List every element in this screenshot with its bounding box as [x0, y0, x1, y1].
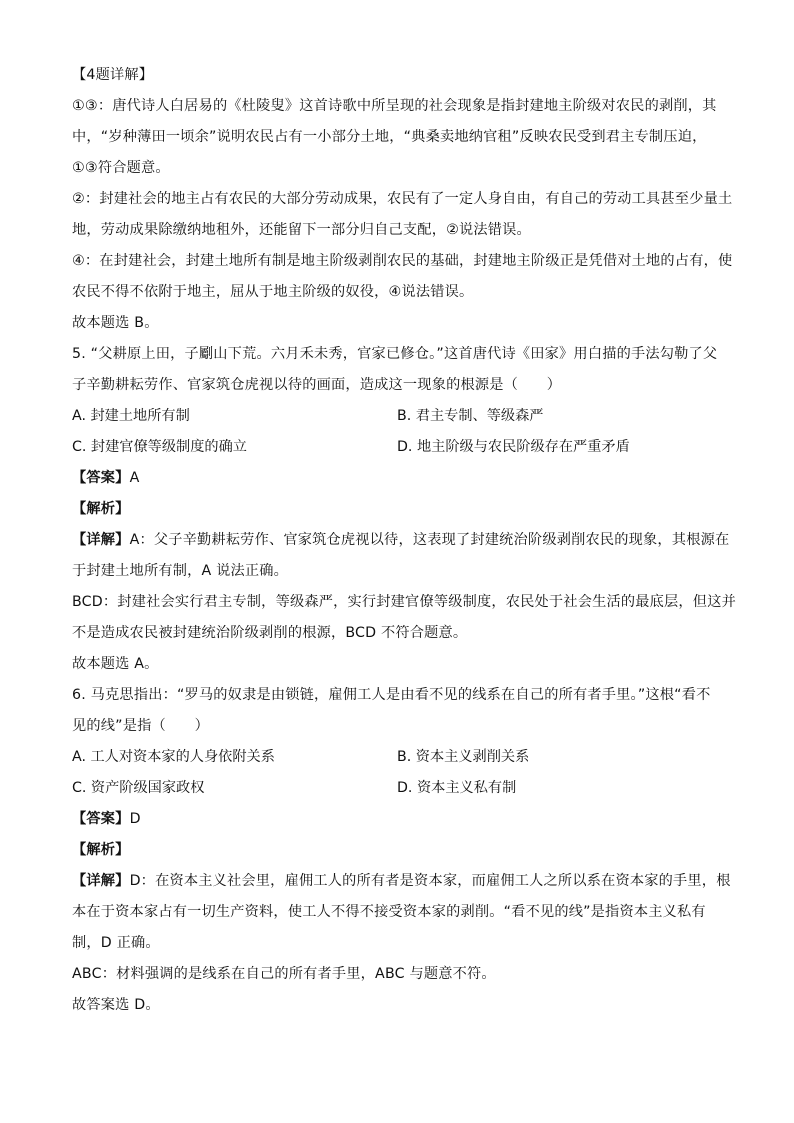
q5-options-row — [72, 432, 722, 463]
q6-option-a: A. 工人对资本家的人身依附关系 — [72, 749, 275, 765]
q5-detail-line: BCD：封建社会实行君主专制，等级森严，实行封建官僚等级制度，农民处于社会生活的最底层，但这并 — [72, 594, 736, 610]
q4-conclusion: 故本题选 B。 — [72, 315, 159, 331]
q6-detail-line: 本在于资本家占有一切生产资料，使工人不得不接受资本家的剥削。“看不见的线”是指资本主义私有 — [72, 904, 706, 920]
answer-label: 【答案】 — [72, 811, 130, 827]
q6-analysis-label: 【解析】 — [72, 842, 130, 858]
q6-option-b: B. 资本主义剥削关系 — [397, 749, 530, 765]
q6-conclusion: 故答案选 D。 — [72, 997, 160, 1013]
q6-option-d: D. 资本主义私有制 — [397, 780, 517, 796]
q4-detail-line: 地，劳动成果除缴纳地租外，还能留下一部分归自己支配，②说法错误。 — [72, 222, 531, 238]
q5-detail-line: 不是造成农民被封建统治阶级剥削的根源，BCD 不符合题意。 — [72, 625, 468, 641]
q4-detail-line: 中，“岁种薄田一顷余”说明农民占有一小部分土地，“典桑卖地纳官租”反映农民受到君主专制压迫， — [72, 129, 707, 145]
answer-value: D — [129, 811, 141, 827]
q5-options-row — [72, 401, 722, 432]
q5-stem: 子辛勤耕耘劳作、官家筑仓虎视以待的画面，造成这一现象的根源是（ ） — [72, 377, 562, 393]
q5-analysis-label: 【解析】 — [72, 501, 130, 517]
q5-option-c: C. 封建官僚等级制度的确立 — [72, 439, 247, 455]
q6-detail-line — [72, 866, 731, 897]
q5-detail-line — [72, 525, 730, 556]
q5-conclusion: 故本题选 A。 — [72, 656, 159, 672]
q6-options-row — [72, 742, 722, 773]
detail-text: A：父子辛勤耕耘劳作、官家筑仓虎视以待，这表现了封建统治阶级剥削农民的现象，其根源在 — [129, 532, 730, 548]
q5-stem: 5. “父耕原上田，子劚山下荒。六月禾未秀，官家已修仓。”这首唐代诗《田家》用白描的手法勾勒了父 — [72, 346, 718, 362]
q5-detail-line: 于封建土地所有制，A 说法正确。 — [72, 563, 289, 579]
q6-stem: 6. 马克思指出：“罗马的奴隶是由锁链，雇佣工人是由看不见的线系在自己的所有者手里。”这根“看不 — [72, 687, 711, 703]
q6-option-c: C. 资产阶级国家政权 — [72, 780, 205, 796]
detail-label: 【详解】 — [72, 873, 130, 889]
q6-detail-line: ABC：材料强调的是线系在自己的所有者手里，ABC 与题意不符。 — [72, 966, 496, 982]
q5-answer — [72, 463, 722, 494]
q5-option-d: D. 地主阶级与农民阶级存在严重矛盾 — [397, 439, 630, 455]
q4-detail-line: ④：在封建社会，封建土地所有制是地主阶级剥削农民的基础，封建地主阶级正是凭借对土地的占有，使 — [72, 253, 733, 269]
detail-text: D：在资本主义社会里，雇佣工人的所有者是资本家，而雇佣工人之所以系在资本家的手里，根 — [129, 873, 731, 889]
q6-options-row — [72, 773, 722, 804]
q4-detail-line: ①③符合题意。 — [72, 160, 170, 176]
q6-answer — [72, 804, 722, 835]
detail-label: 【详解】 — [72, 532, 130, 548]
q4-detail-line: 农民不得不依附于地主，屈从于地主阶级的奴役，④说法错误。 — [72, 284, 474, 300]
q4-detail-line: ②：封建社会的地主占有农民的大部分劳动成果，农民有了一定人身自由，有自己的劳动工具甚至少量土 — [72, 191, 733, 207]
answer-value: A — [129, 470, 140, 486]
q6-detail-line: 制，D 正确。 — [72, 935, 160, 951]
q6-stem: 见的线”是指（ ） — [72, 718, 210, 734]
answer-label: 【答案】 — [72, 470, 130, 486]
document-page — [72, 60, 736, 1021]
q4-detail-header: 【4题详解】 — [72, 67, 154, 83]
q5-option-b: B. 君主专制、等级森严 — [397, 408, 544, 424]
q4-detail-line: ①③：唐代诗人白居易的《杜陵叟》这首诗歌中所呈现的社会现象是指封建地主阶级对农民的剥削，其 — [72, 98, 717, 114]
q5-option-a: A. 封建土地所有制 — [72, 408, 190, 424]
